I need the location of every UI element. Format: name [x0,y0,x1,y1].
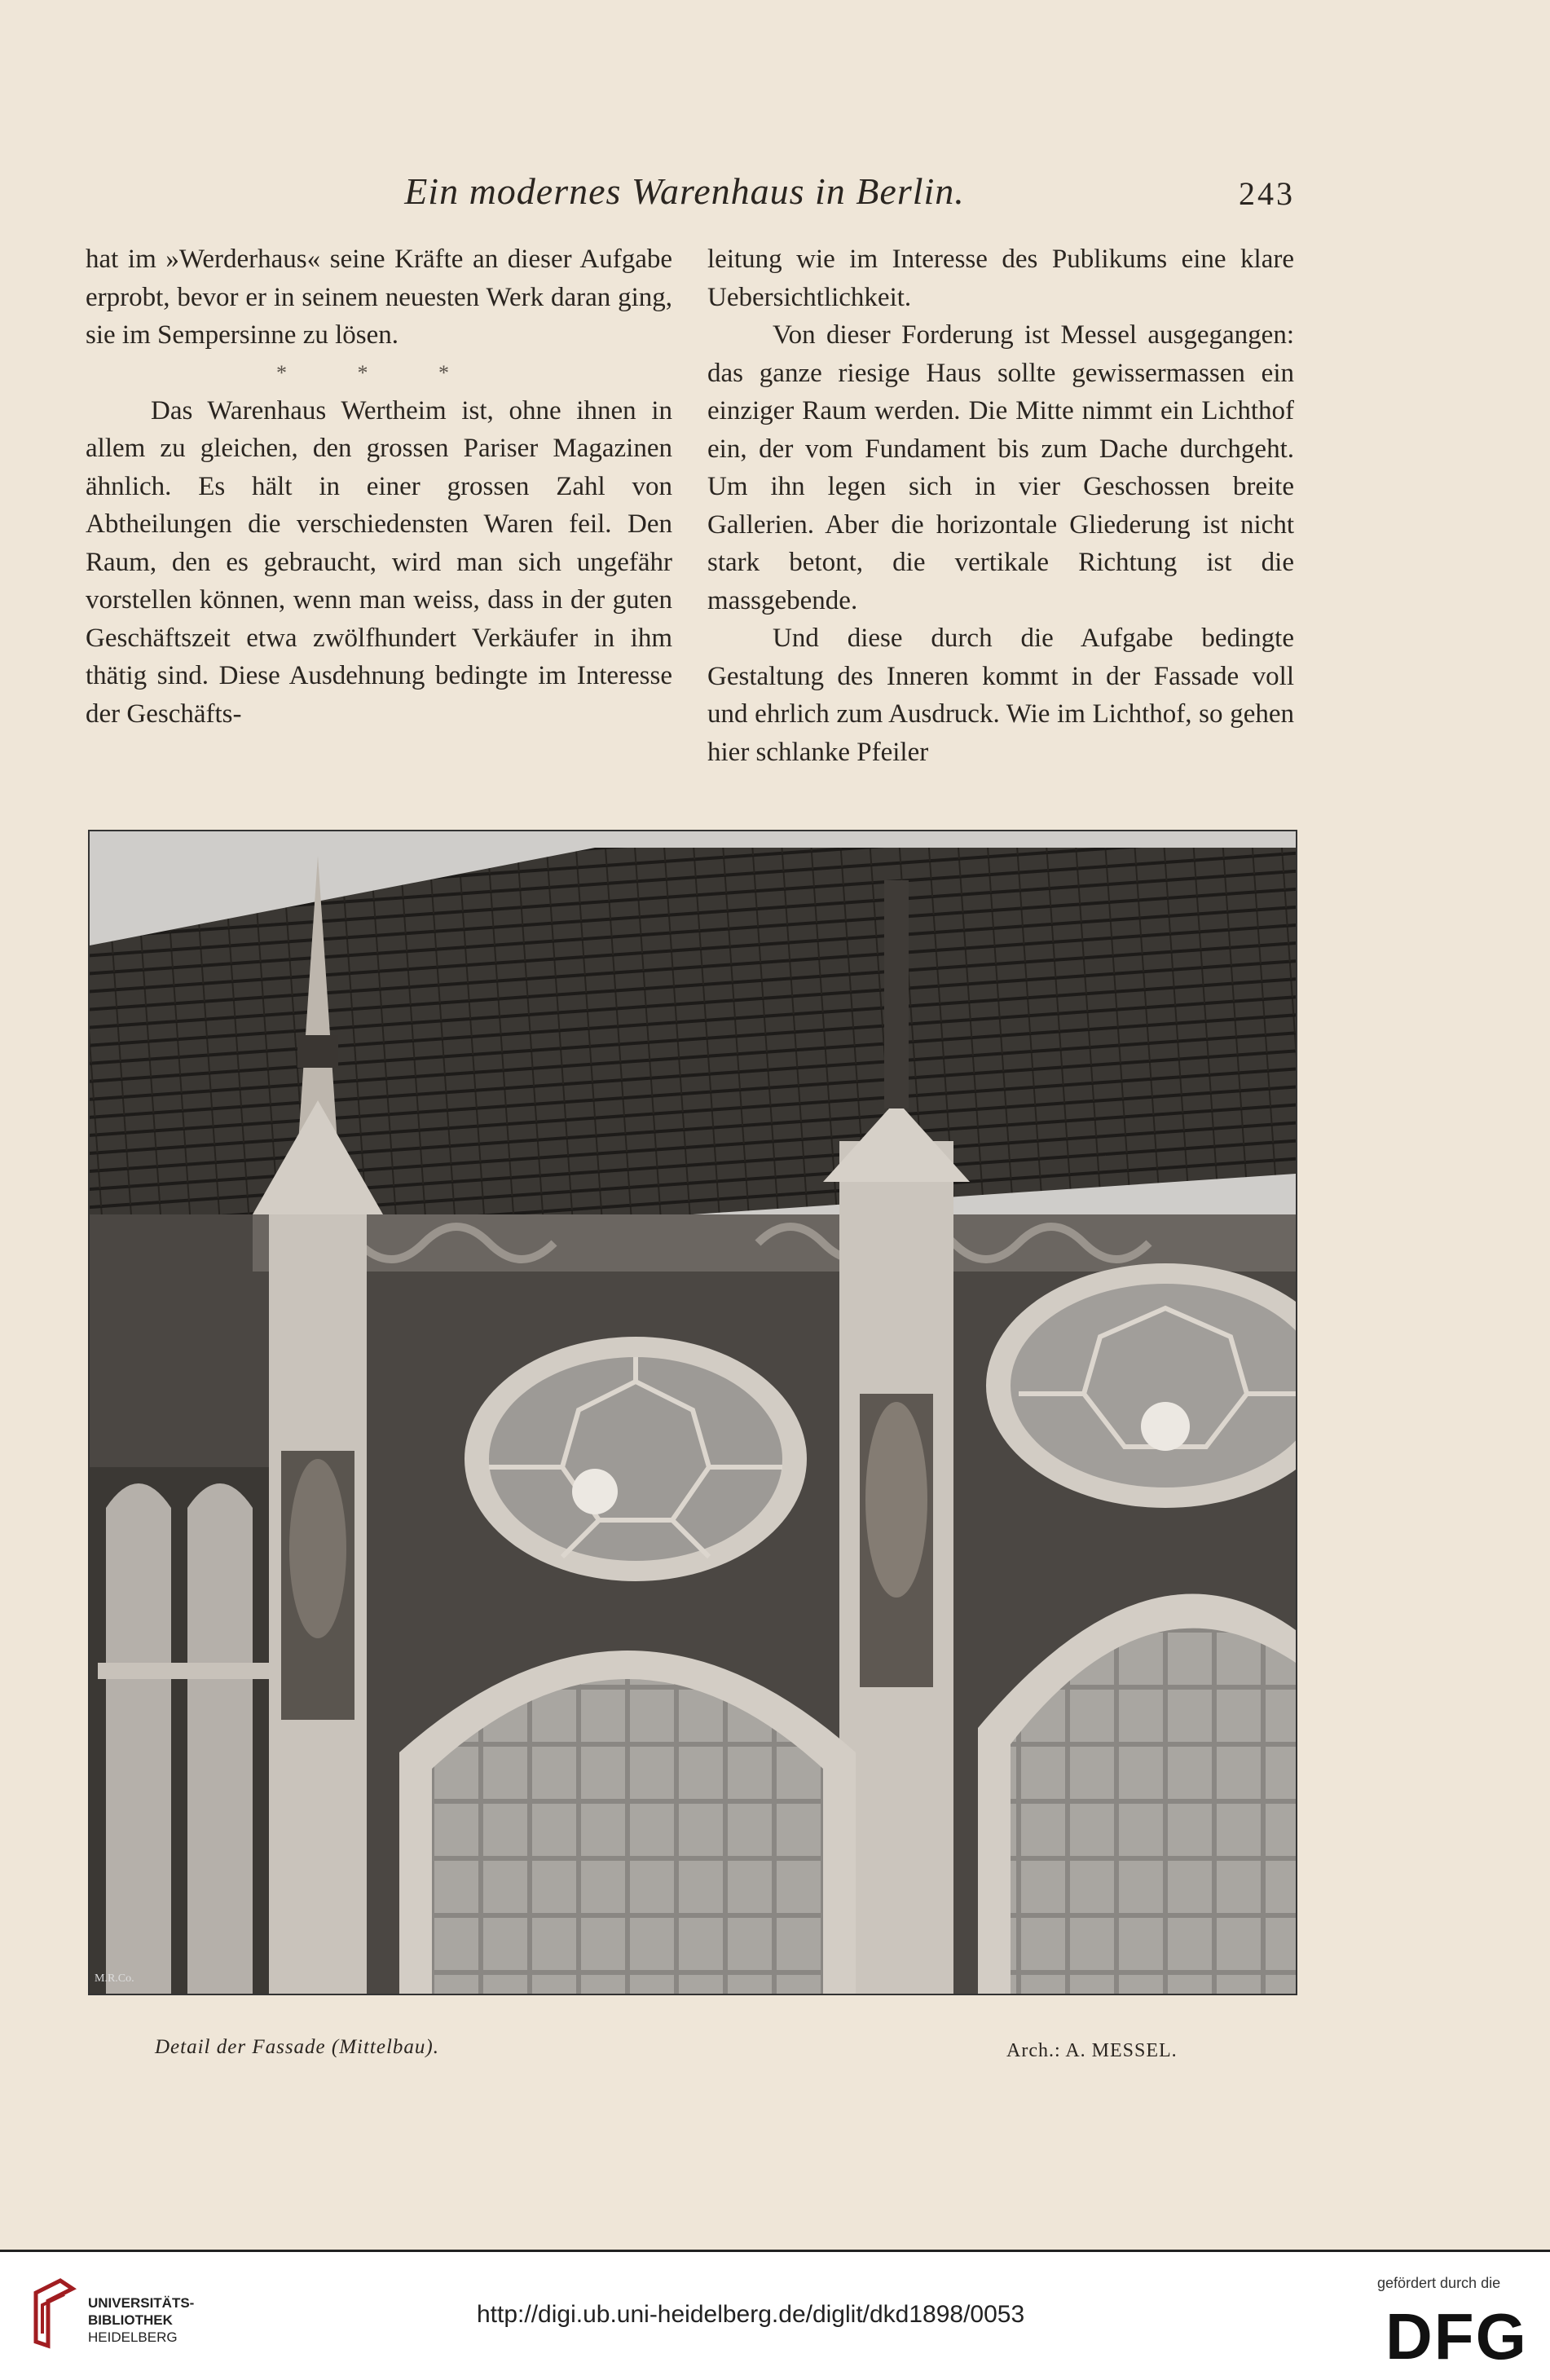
running-title: Ein modernes Warenhaus in Berlin. [404,170,965,212]
library-name-line-3: HEIDELBERG [88,2329,178,2345]
architect-credit: Arch.: A. MESSEL. [1006,2040,1178,2061]
engraver-mark: M.R.Co. [95,1972,134,1985]
figure-caption: Detail der Fassade (Mittelbau). [155,2036,439,2058]
library-logo-icon [28,2276,77,2350]
left-paragraph-2: Das Warenhaus Wertheim ist, ohne ihnen in allem zu gleichen, den grossen Pariser Magazinen ähnlich. Es hält in einer grossen Zahl von Abtheilungen die verschiedensten Waren feil. Den Raum, den es gebraucht, wird man sich ungefähr vorstellen können, wenn man weiss, dass in der guten Geschäftszeit etwa zwölfhundert Verkäufer in ihm thätig sind. Diese Ausdehnung bedingte im Interesse der Geschäfts- [86,395,672,729]
library-name-line-1: UNIVERSITÄTS- [88,2295,195,2311]
page-number: 243 [1239,175,1295,212]
facade-photograph [88,830,1297,1995]
right-paragraph-2: Von dieser Forderung ist Messel ausgegangen: das ganze riesige Haus sollte gewissermassen ein einziger Raum werden. Die Mitte nimmt ein Lichthof ein, der vom Fundament bis zum Dache durchgeht. Um ihn legen sich in vier Geschossen breite Gallerien. Aber die horizontale Gliederung ist nicht stark betont, die vertikale Richtung ist die massgebende. [707,320,1294,615]
funding-note: gefördert durch die [1377,2275,1501,2291]
right-text-column [707,240,1294,771]
dfg-logo: DFG [1385,2300,1528,2373]
library-name-line-2: BIBLIOTHEK [88,2312,173,2328]
right-paragraph-1: leitung wie im Interesse des Publikums eine klare Uebersichtlichkeit. [707,245,1294,312]
section-break-asterisks: * * * [276,360,482,385]
digitization-footer [0,2250,1550,2380]
facade-illustration [90,831,1296,1994]
left-text-column [86,240,672,733]
right-paragraph-3: Und diese durch die Aufgabe bedingte Gestaltung des Inneren kommt in der Fassade voll und ehrlich zum Ausdruck. Wie im Lichthof, so gehen hier schlanke Pfeiler [707,624,1294,767]
permalink-url[interactable]: http://digi.ub.uni-heidelberg.de/diglit/dkd1898/0053 [477,2301,1025,2328]
library-name [88,2294,194,2346]
left-paragraph-1: hat im »Werderhaus« seine Kräfte an dieser Aufgabe erprobt, bevor er in seinem neuesten Werk daran ging, sie im Sempersinne zu lösen. [86,245,672,350]
